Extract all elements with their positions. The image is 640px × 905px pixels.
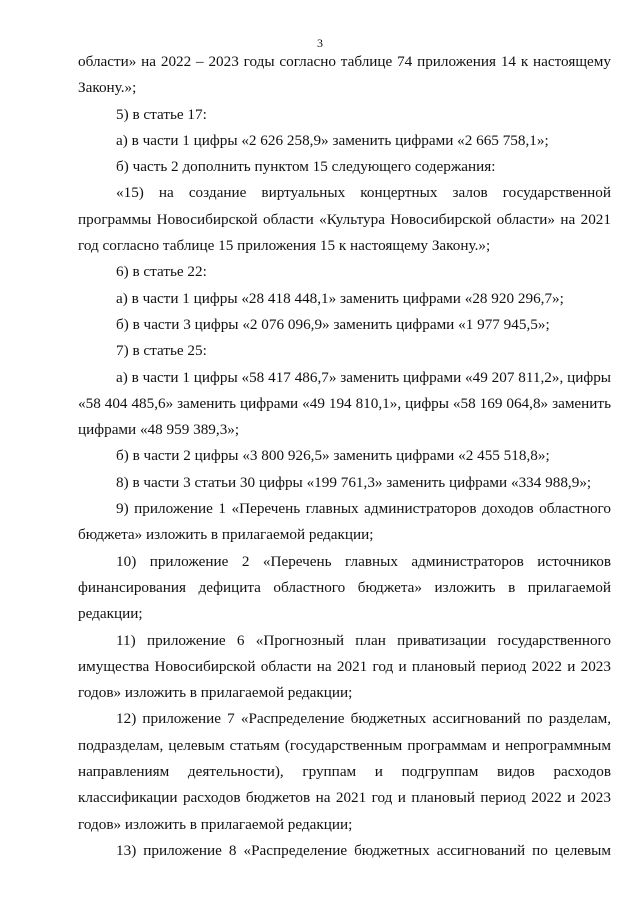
paragraph: 13) приложение 8 «Распределение бюджетных ассигнований по целевым	[116, 841, 611, 859]
paragraph: 6) в статье 22:	[116, 263, 207, 281]
page-number: 3	[317, 36, 323, 50]
paragraph: а) в части 1 цифры «28 418 448,1» заменить цифрами «28 920 296,7»;	[116, 289, 564, 307]
document-body	[78, 49, 611, 864]
paragraph: б) в части 2 цифры «3 800 926,5» заменить цифрами «2 455 518,8»;	[116, 447, 550, 465]
paragraph: 7) в статье 25:	[116, 342, 207, 360]
paragraph: 10) приложение 2 «Перечень главных администраторов источников финансирования дефицита областного бюджета» изложить в прилагаемой редакции;	[78, 552, 611, 623]
paragraph: области» на 2022 – 2023 годы согласно таблице 74 приложения 14 к настоящему Закону.»;	[78, 53, 611, 97]
paragraph: б) часть 2 дополнить пунктом 15 следующего содержания:	[116, 158, 496, 176]
paragraph: 5) в статье 17:	[116, 105, 207, 123]
paragraph: а) в части 1 цифры «2 626 258,9» заменить цифрами «2 665 758,1»;	[116, 131, 549, 149]
paragraph: 9) приложение 1 «Перечень главных администраторов доходов областного бюджета» изложить в прилагаемой редакции;	[78, 500, 611, 544]
paragraph: б) в части 3 цифры «2 076 096,9» заменить цифрами «1 977 945,5»;	[116, 315, 550, 333]
paragraph: 11) приложение 6 «Прогнозный план приватизации государственного имущества Новосибирской области на 2021 год и плановый период 2022 и 2023 годов» изложить в прилагаемой редакции;	[78, 631, 611, 702]
paragraph: 12) приложение 7 «Распределение бюджетных ассигнований по разделам, подразделам, целевым статьям (государственным программам и непрограммным направлениям деятельности), группам и подгруппам видов расходов классификации расходов бюджетов на 2021 год и плановый период 2022 и 2023 годов» изложить в прилагаемой редакции;	[78, 710, 611, 833]
paragraph: 8) в части 3 статьи 30 цифры «199 761,3» заменить цифрами «334 988,9»;	[116, 473, 592, 491]
paragraph: «15) на создание виртуальных концертных залов государственной программы Новосибирской области «Культура Новосибирской области» на 2021 год согласно таблице 15 приложения 15 к настоящему Закону.»;	[78, 184, 611, 255]
paragraph: а) в части 1 цифры «58 417 486,7» заменить цифрами «49 207 811,2», цифры «58 404 485,6» заменить цифрами «49 194 810,1», цифры «58 169 064,8» заменить цифрами «48 959 389,3»;	[78, 368, 611, 439]
